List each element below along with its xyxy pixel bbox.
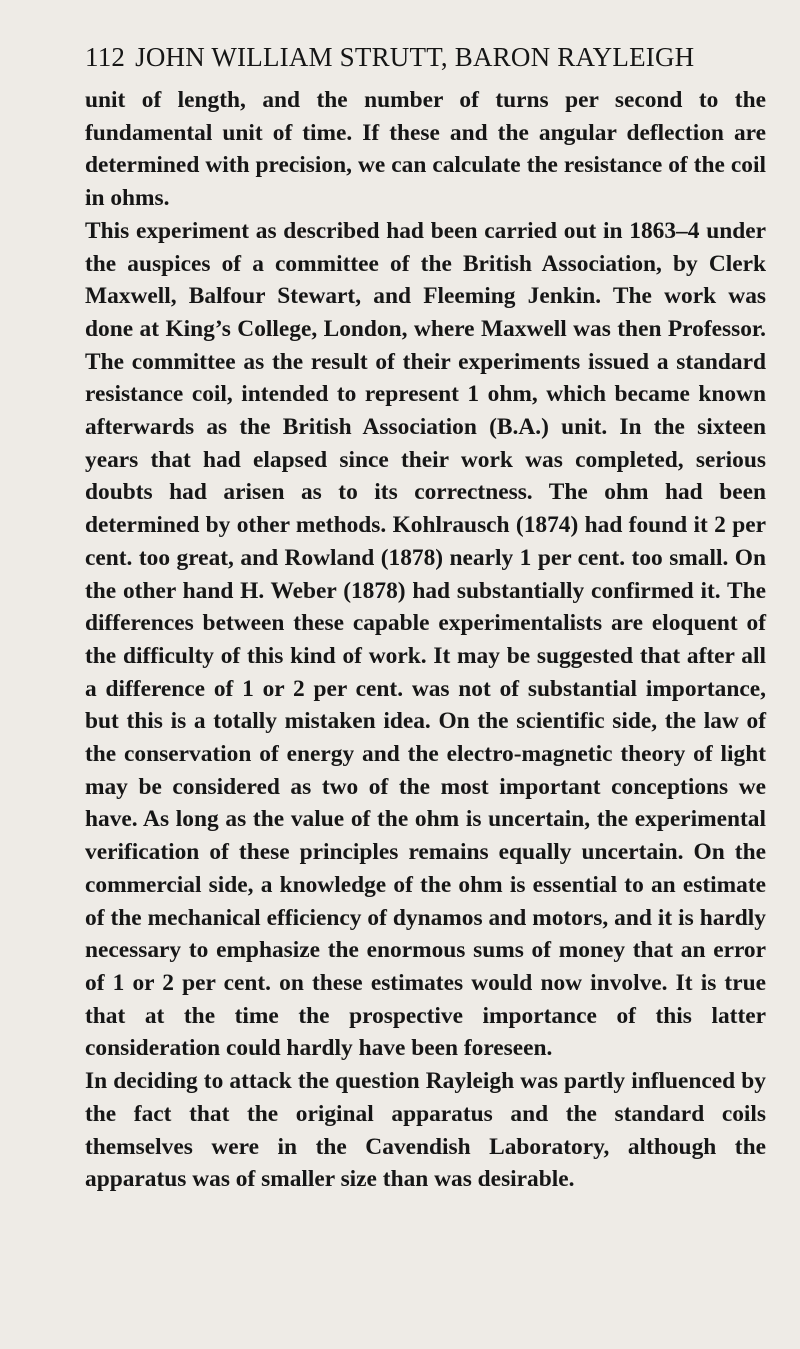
running-head — [85, 40, 766, 74]
running-title: JOHN WILLIAM STRUTT, BARON RAYLEIGH — [135, 42, 695, 72]
paragraph-continuation: unit of length, and the number of turns per second to the fundamental unit of time. If these and the angular deflection are determined with precision, we can calculate the resistance of the coil in ohms. — [85, 87, 766, 212]
paragraph-rayleigh-decision: In deciding to attack the question Rayleigh was partly influenced by the fact that the original apparatus and the standard coils themselves were in the Cavendish Laboratory, although the apparatus was of smaller size than was desirable. — [85, 1068, 766, 1193]
body-text — [85, 84, 766, 1196]
paragraph-ohm-history: This experiment as described had been carried out in 1863–4 under the auspices of a committee of the British Association, by Clerk Maxwell, Balfour Stewart, and Fleeming Jenkin. The work was done at King’s College, London, where Maxwell was then Professor. The committee as the result of their experiments issued a standard resistance coil, intended to represent 1 ohm, which became known afterwards as the British Association (B.A.) unit. In the sixteen years that had elapsed since their work was completed, serious doubts had arisen as to its correctness. The ohm had been determined by other methods. Kohlrausch (1874) had found it 2 per cent. too great, and Rowland (1878) nearly 1 per cent. too small. On the other hand H. Weber (1878) had substantially confirmed it. The differences between these capable experimentalists are eloquent of the difficulty of this kind of work. It may be suggested that after all a difference of 1 or 2 per cent. was not of substantial importance, but this is a totally mistaken idea. On the scientific side, the law of the conservation of energy and the electro-magnetic theory of light may be considered as two of the most important conceptions we have. As long as the value of the ohm is uncertain, the experimental verification of these principles remains equally uncertain. On the commercial side, a knowledge of the ohm is essential to an estimate of the mechanical efficiency of dynamos and motors, and it is hardly necessary to emphasize the enormous sums of money that an error of 1 or 2 per cent. on these estimates would now involve. It is true that at the time the prospective importance of this latter consideration could hardly have been foreseen. — [85, 217, 766, 1062]
page-number: 112 — [85, 42, 126, 72]
